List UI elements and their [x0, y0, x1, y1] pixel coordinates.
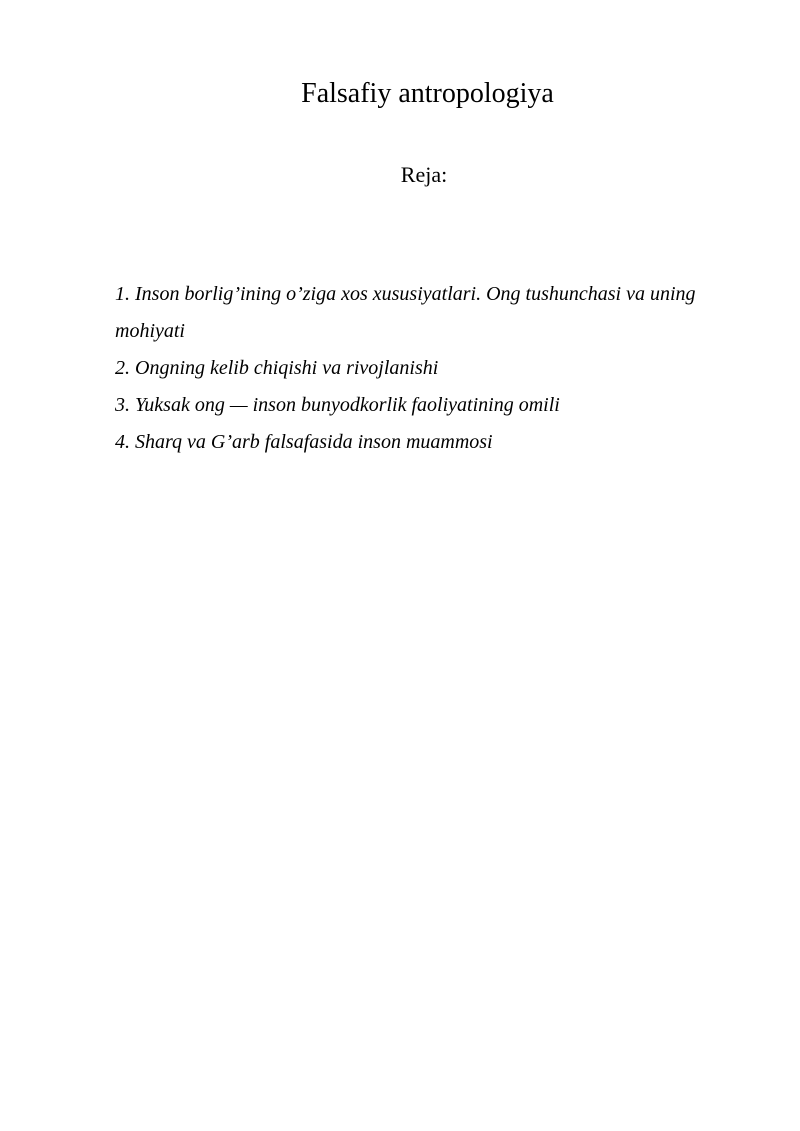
page-title: Falsafiy antropologiya	[301, 78, 554, 109]
plan-list	[115, 276, 715, 461]
plan-item-4: 4. Sharq va G’arb falsafasida inson muammosi	[115, 431, 493, 453]
plan-item-2: 2. Ongning kelib chiqishi va rivojlanishi	[115, 357, 439, 379]
plan-item-1: 1. Inson borlig’ining o’ziga xos xususiyatlari. Ong tushunchasi va uning mohiyati	[115, 283, 696, 342]
plan-item-3: 3. Yuksak ong — inson bunyodkorlik faoliyatining omili	[115, 394, 560, 416]
plan-heading: Reja:	[400, 162, 448, 187]
